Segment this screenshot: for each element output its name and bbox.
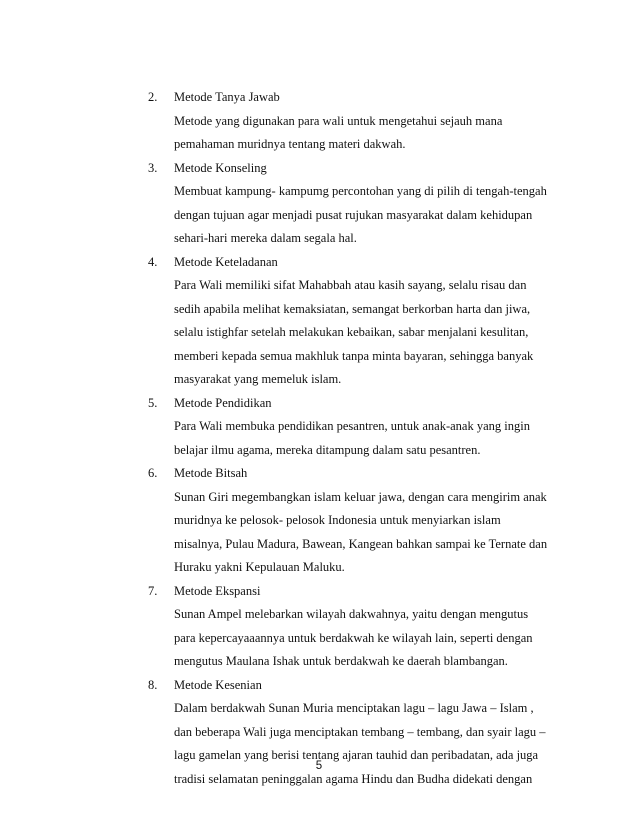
body-line: Sunan Giri megembangkan islam keluar jawa, dengan cara mengirim anak xyxy=(174,489,547,504)
item-title: Metode Kesenian xyxy=(174,677,262,692)
item-number: 2. xyxy=(148,90,158,104)
body-line: dengan tujuan agar menjadi pusat rujukan masyarakat dalam kehidupan xyxy=(174,207,533,222)
list-item xyxy=(148,86,588,157)
body-line: selalu istighfar setelah melakukan kebaikan, sabar menjalani kesulitan, xyxy=(174,325,529,339)
body-line: muridnya ke pelosok- pelosok Indonesia untuk menyiarkan islam xyxy=(174,513,501,527)
page-number: 5 xyxy=(315,760,323,772)
item-title: Metode Tanya Jawab xyxy=(174,90,280,104)
body-line: dan beberapa Wali juga menciptakan tembang – tembang, dan syair lagu – xyxy=(174,724,546,739)
list-item xyxy=(148,462,588,580)
method-list xyxy=(148,86,588,791)
item-body xyxy=(174,603,588,674)
body-line: Metode yang digunakan para wali untuk mengetahui sejauh mana xyxy=(174,113,503,128)
item-number: 3. xyxy=(148,160,158,175)
item-title: Metode Konseling xyxy=(174,160,267,175)
body-line: Para Wali memiliki sifat Mahabbah atau kasih sayang, selalu risau dan xyxy=(174,278,527,292)
body-line: tradisi selamatan peninggalan agama Hindu dan Budha didekati dengan xyxy=(174,771,533,786)
body-line: Membuat kampung- kampumg percontohan yang di pilih di tengah-tengah xyxy=(174,184,547,198)
body-line: Para Wali membuka pendidikan pesantren, untuk anak-anak yang ingin xyxy=(174,419,530,433)
body-line: sedih apabila melihat kemaksiatan, semangat berkorban harta dan jiwa, xyxy=(174,301,531,316)
body-line: mengutus Maulana Ishak untuk berdakwah ke daerah blambangan. xyxy=(174,654,508,668)
body-line: Dalam berdakwah Sunan Muria menciptakan lagu – lagu Jawa – Islam , xyxy=(174,701,534,715)
item-title: Metode Bitsah xyxy=(174,466,248,480)
list-item xyxy=(148,392,588,463)
body-line: Huraku yakni Kepulauan Maluku. xyxy=(174,560,345,574)
item-title: Metode Ekspansi xyxy=(174,583,261,598)
item-title: Metode Pendidikan xyxy=(174,395,272,410)
item-number: 4. xyxy=(148,254,158,269)
list-item xyxy=(148,251,588,392)
item-number: 5. xyxy=(148,395,158,410)
body-line: sehari-hari mereka dalam segala hal. xyxy=(174,231,357,245)
body-line: Sunan Ampel melebarkan wilayah dakwahnya, yaitu dengan mengutus xyxy=(174,607,529,621)
item-number: 6. xyxy=(148,466,158,480)
body-line: misalnya, Pulau Madura, Bawean, Kangean bahkan sampai ke Ternate dan xyxy=(174,536,548,551)
item-body xyxy=(174,486,588,580)
item-body xyxy=(174,415,588,462)
item-body xyxy=(174,274,588,392)
item-title: Metode Keteladanan xyxy=(174,254,278,269)
item-body xyxy=(174,697,588,791)
item-body xyxy=(174,180,588,251)
body-line: memberi kepada semua makhluk tanpa minta bayaran, sehingga banyak xyxy=(174,348,534,363)
body-line: lagu gamelan yang berisi tentang ajaran tauhid dan peribadatan, ada juga xyxy=(174,748,539,762)
list-item xyxy=(148,157,588,251)
body-line: para kepercayaaannya untuk berdakwah ke wilayah lain, seperti dengan xyxy=(174,630,533,645)
body-line: belajar ilmu agama, mereka ditampung dalam satu pesantren. xyxy=(174,442,481,457)
list-item xyxy=(148,580,588,674)
item-number: 7. xyxy=(148,583,158,598)
item-number: 8. xyxy=(148,677,158,692)
body-line: pemahaman muridnya tentang materi dakwah. xyxy=(174,137,406,151)
item-body xyxy=(174,110,588,157)
body-line: masyarakat yang memeluk islam. xyxy=(174,372,342,386)
